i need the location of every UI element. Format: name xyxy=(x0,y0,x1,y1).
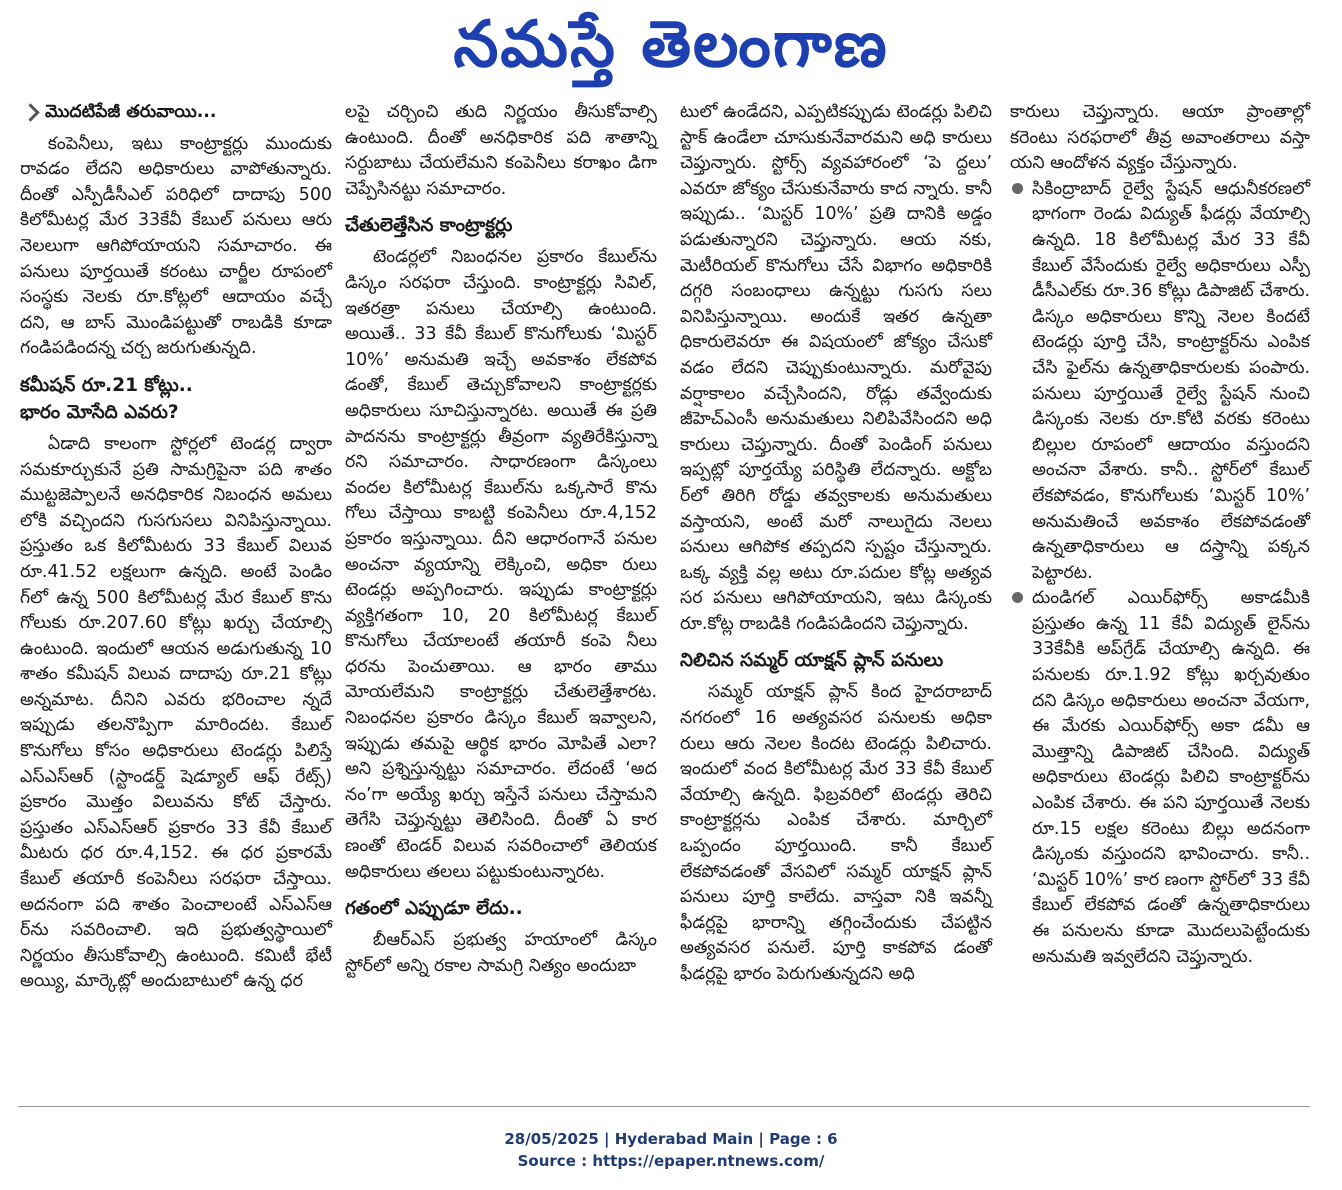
footer-divider xyxy=(18,1106,1310,1107)
subheading: చేతులెత్తేసిన కాంట్రాక్టర్లు xyxy=(345,215,513,237)
chevron-right-icon xyxy=(21,104,39,122)
continued-label xyxy=(20,100,332,126)
newspaper-title: నమస్తే తెలంగాణ xyxy=(453,8,889,82)
paragraph: కంపెనీలు, ఇటు కాంట్రాక్టర్లు ముందుకు రావడం లేదని అధికారులు వాపోతున్నారు. దీంతో ఎస్పీడీసీఎల్ పరిధిలో దాదాపు 500 కిలోమీటర్ల మేర 33కేవీ కేబుల్ పనులు ఆరు నెలలుగా ఆగిపోయాయని సమాచారం. ఈ పనులు పూర్తయితే కరంటు చార్జీల రూపంలో సంస్థకు నెలకు రూ.కోట్లలో ఆదాయం వచ్చే దని, ఆ బాస్ మొండిపట్టుతో రాబడికి కూడా గండిపడిందన్న చర్చ జరుగుతున్నది. xyxy=(20,133,332,359)
paragraph: లపై చర్చించి తుది నిర్ణయం తీసుకోవాల్సి ఉంటుంది. దీంతో అనధికారిక పది శాతాన్ని సర్దుబాటు చేయలేమని కంపెనీలు కరాఖం డిగా చెప్పేసినట్టు సమాచారం. xyxy=(345,102,657,199)
article-column-2 xyxy=(345,100,657,979)
article-column-1 xyxy=(20,100,332,995)
footer xyxy=(0,1128,1342,1172)
paragraph: టులో ఉండేదని, ఎప్పటికప్పుడు టెండర్లు పిలిచి స్టాక్ ఉండేలా చూసుకునేవారమని అధి కారులు చెప్తున్నారు. స్టోర్స్ వ్యవహారంలో ‘పె ద్దలు’ ఎవరూ జోక్యం చేసుకునేవారు కాద న్నారు. కానీ ఇప్పుడు.. ‘మిస్టర్ 10%’ ప్రతి దానికి అడ్డం పడుతున్నారని చెప్తున్నారు. ఆయ నకు, మెటీరియల్ కొనుగోలు చేసే విభాగం అధికారికి దగ్గరి సంబంధాలు ఉన్నట్టు గుసగు సలు వినిపిస్తున్నాయి. అందుకే ఇతర ఉన్నతా ధికారులెవరూ ఈ విషయంలో జోక్యం చేసుకో వడం లేదని చెప్పుకుంటున్నారు. మరోవైపు వర్షాకాలం వచ్చేసిందని, రోడ్లు తవ్వేందుకు జీహెచ్ఎంసీ అనుమతులు నిలిపివేసిందని అధి కారులు చెప్తున్నారు. దీంతో పెండింగ్ పనులు ఇప్పట్లో పూర్తయ్యే పరిస్థితి లేదన్నారు. అక్టోబ ర్‌లో తిరిగి రోడ్డు తవ్వకాలకు అనుమతులు వస్తాయని, అంటే మరో నాలుగైదు నెలలు పనులు ఆగిపోక తప్పదని స్పష్టం చేస్తున్నారు. ఒక్క వ్యక్తి వల్ల అటు రూ.పదుల కోట్ల అత్యవ సర పనులు ఆగిపోయాయని, ఇటు డిస్కంకు రూ.కోట్ల రాబడికి గండిపడిందని చెప్తున్నారు. xyxy=(680,102,992,634)
bullet-icon xyxy=(1012,183,1023,194)
subheading xyxy=(20,372,332,426)
paragraph: టెండర్లలో నిబంధనల ప్రకారం కేబుల్‌ను డిస్కం సరఫరా చేస్తుంది. కాంట్రాక్టర్లు సివిల్, ఇతరత్రా పనులు చేయాల్సి ఉంటుంది. అయితే.. 33 కేవీ కేబుల్ కొనుగోలుకు ‘మిస్టర్ 10%’ అనుమతి ఇచ్చే అవకాశం లేకపోవ డంతో, కేబుల్ తెచ్చుకోవాలని కాంట్రాక్టర్లకు అధికారులు సూచిస్తున్నారట. అయితే ఈ ప్రతి పాదనను కాంట్రాక్టర్లు తీవ్రంగా వ్యతిరేకిస్తున్నా రని సమాచారం. సాధారణంగా డిస్కంలు వందల కిలోమీటర్ల కేబుల్‌ను ఒక్కసారే కొను గోలు చేస్తాయి కాబట్టి కంపెనీలు రూ.4,152 ప్రకారం ఇస్తున్నాయి. దీని ఆధారంగానే పనుల అంచనా వ్యయాన్ని లెక్కించి, అధికా రులు టెండర్లు అప్పగించారు. ఇప్పుడు కాంట్రాక్టర్లు వ్యక్తిగతంగా 10, 20 కిలోమీటర్ల కేబుల్ కొనుగోలు చేయాలంటే తయారీ కంపె నీలు ధరను పెంచుతాయి. ఆ భారం తాము మోయలేమని కాంట్రాక్టర్లు చేతులెత్తేశారట. నిబంధనల ప్రకారం డిస్కం కేబుల్ ఇవ్వాలని, ఇప్పుడు తమపై ఆర్థిక భారం మోపితే ఎలా? అని ప్రశ్నిస్తున్నట్టు సమాచారం. లేదంటే ‘అద నం’గా అయ్యే ఖర్చు ఇస్తేనే పనులు చేస్తామని తెగేసి చెప్తున్నట్టు తెలిసింది. దీంతో ఏ కార ణంతో టెండర్ విలువ సవరించాలో తెలియక అధికారులు తలలు పట్టుకుంటున్నారట. xyxy=(345,247,657,882)
paragraph: బీఆర్ఎస్ ప్రభుత్వ హయాంలో డిస్కం స్టోర్‌లో అన్ని రకాల సామగ్రి నిత్యం అందుబా xyxy=(345,930,657,976)
bullet-item xyxy=(1010,177,1310,587)
subheading: నిలిచిన సమ్మర్ యాక్షన్ ప్లాన్ పనులు xyxy=(680,650,944,672)
subheading-line-2: భారం మోసేది ఎవరు? xyxy=(20,401,179,423)
edition-info: 28/05/2025 | Hyderabad Main | Page : 6 xyxy=(504,1130,838,1148)
article-column-3 xyxy=(680,100,992,988)
bullet-text: దుండిగల్ ఎయిర్‌ఫోర్స్ అకాడమీకి ప్రస్తుతం ఉన్న 11 కేవీ విద్యుత్ లైన్‌ను 33కేవీకి అప్‌గ్రేడ్ చేయాల్సి ఉన్నది. ఈ పనులకు రూ.1.92 కోట్లు ఖర్చవుతుం దని డిస్కం అధికారులు అంచనా వేయగా, ఈ మేరకు ఎయిర్‌ఫోర్స్ అకా డమీ ఆ మొత్తాన్ని డిపాజిట్ చేసింది. విద్యుత్ అధికారులు టెండర్లు పిలిచి కాంట్రాక్టర్‌ను ఎంపిక చేశారు. ఈ పని పూర్తయితే నెలకు రూ.15 లక్షల కరెంటు బిల్లు అదనంగా డిస్కంకు వస్తుందని భావించారు. కానీ.. ‘మిస్టర్ 10%’ కార ణంగా స్టోర్‌లో 33 కేవీ కేబుల్ లేకపోవ డంతో ఉన్నతాధికారులు ఈ పనులను కూడా మొదలుపెట్టేందుకు అనుమతి ఇవ్వలేదని చెప్తున్నారు. xyxy=(1032,588,1310,967)
source-link[interactable]: Source : https://epaper.ntnews.com/ xyxy=(517,1152,825,1170)
paragraph: సమ్మర్ యాక్షన్ ప్లాన్ కింద హైదరాబాద్ నగరంలో 16 అత్యవసర పనులకు అధికా రులు ఆరు నెలల కిందట టెండర్లు పిలిచారు. ఇందులో వంద కిలోమీటర్ల మేర 33 కేవీ కేబుల్ వేయాల్సి ఉన్నది. ఫిబ్రవరిలో టెండర్లు తెరిచి కాంట్రాక్టర్లను ఎంపిక చేశారు. మార్చిలో ఒప్పందం పూర్తయింది. కానీ కేబుల్ లేకపోవడంతో వేసవిలో సమ్మర్ యాక్షన్ ప్లాన్ పనులు పూర్తి కాలేదు. వాస్తవా నికి ఇవన్నీ ఫీడర్లపై భారాన్ని తగ్గించేందుకు చేపట్టిన అత్యవసర పనులే. పూర్తి కాకపోవ డంతో ఫీడర్లపై భారం పెరుగుతున్నదని అధి xyxy=(680,682,992,984)
subheading-line-1: కమీషన్ రూ.21 కోట్లు.. xyxy=(20,374,193,396)
paragraph: కారులు చెప్తున్నారు. ఆయా ప్రాంతాల్లో కరెంటు సరఫరాలో తీవ్ర అవాంతరాలు వస్తా యని ఆందోళన వ్యక్తం చేస్తున్నారు. xyxy=(1010,102,1310,174)
paragraph: ఏడాది కాలంగా స్టోర్లలో టెండర్ల ద్వారా సమకూర్చుకునే ప్రతి సామగ్రిపైనా పది శాతం ముట్టజెప్పాలనే అనధికారిక నిబంధన అమలు లోకి వచ్చిందని గుసగుసలు వినిపిస్తున్నాయి. ప్రస్తుతం ఒక కిలోమీటరు 33 కేబుల్ విలువ రూ.41.52 లక్షలుగా ఉన్నది. అంటే పెండిం గ్‌లో ఉన్న 500 కిలోమీటర్ల మేర కేబుల్ కొను గోలుకు రూ.207.60 కోట్లు ఖర్చు చేయాల్సి ఉంటుంది. ఇందులో ఆయన అడుగుతున్న 10 శాతం కమీషన్ విలువ దాదాపు రూ.21 కోట్లు అన్నమాట. దీనిని ఎవరు భరించాల న్నదే ఇప్పుడు తలనొప్పిగా మారిందట. కేబుల్ కొనుగోలు కోసం అధికారులు టెండర్లు పిలిస్తే ఎస్ఎస్ఆర్ (స్టాండర్డ్ షెడ్యూల్ ఆఫ్ రేట్స్) ప్రకారం మొత్తం విలువను కోట్ చేస్తారు. ప్రస్తుతం ఎస్ఎస్ఆర్ ప్రకారం 33 కేవీ కేబుల్ మీటరు ధర రూ.4,152. ఈ ధర ప్రకారమే కేబుల్ తయారీ కంపెనీలు సరఫరా చేస్తాయి. అదనంగా పది శాతం పెంచాలంటే ఎస్ఎస్ఆ ర్‌ను సవరించాలి. ఇది ప్రభుత్వస్థాయిలో నిర్ణయం తీసుకోవాల్సి ఉంటుంది. కమిటీ భేటీ అయ్యి, మార్కెట్లో అందుబాటులో ఉన్న ధర xyxy=(20,433,332,992)
masthead xyxy=(0,0,1342,90)
subheading: గతంలో ఎప్పుడూ లేదు.. xyxy=(345,898,523,920)
article-column-4 xyxy=(1010,100,1310,970)
bullet-icon xyxy=(1012,592,1023,603)
bullet-text: సికింద్రాబాద్ రైల్వే స్టేషన్ ఆధునీకరణలో భాగంగా రెండు విద్యుత్ ఫీడర్లు వేయాల్సి ఉన్నది. 18 కిలోమీటర్ల మేర 33 కేవీ కేబుల్ వేసేందుకు రైల్వే అధికారులు ఎస్పీ డీసీఎల్‌కు రూ.36 కోట్లు డిపాజిట్ చేశారు. డిస్కం అధికారులు కొన్ని నెలల కిందటే టెండర్లు పూర్తి చేసి, కాంట్రాక్టర్‌ను ఎంపిక చేసి ఫైల్‌ను ఉన్నతాధికారులకు పంపారు. పనులు పూర్తయితే రైల్వే స్టేషన్ నుంచి డిస్కంకు నెలకు రూ.కోటి వరకు కరెంటు బిల్లుల రూపంలో ఆదాయం వస్తుందని అంచనా వేశారు. కానీ.. స్టోర్‌లో కేబుల్ లేకపోవడం, కొనుగోలుకు ‘మిస్టర్ 10%’ అనుమతించే అవకాశం లేకపోవడంతో ఉన్నతాధికారులు ఆ దస్త్రాన్ని పక్కన పెట్టారట. xyxy=(1032,178,1310,583)
bullet-item xyxy=(1010,586,1310,970)
continued-text: మొదటిపేజీ తరువాయి... xyxy=(45,102,217,122)
